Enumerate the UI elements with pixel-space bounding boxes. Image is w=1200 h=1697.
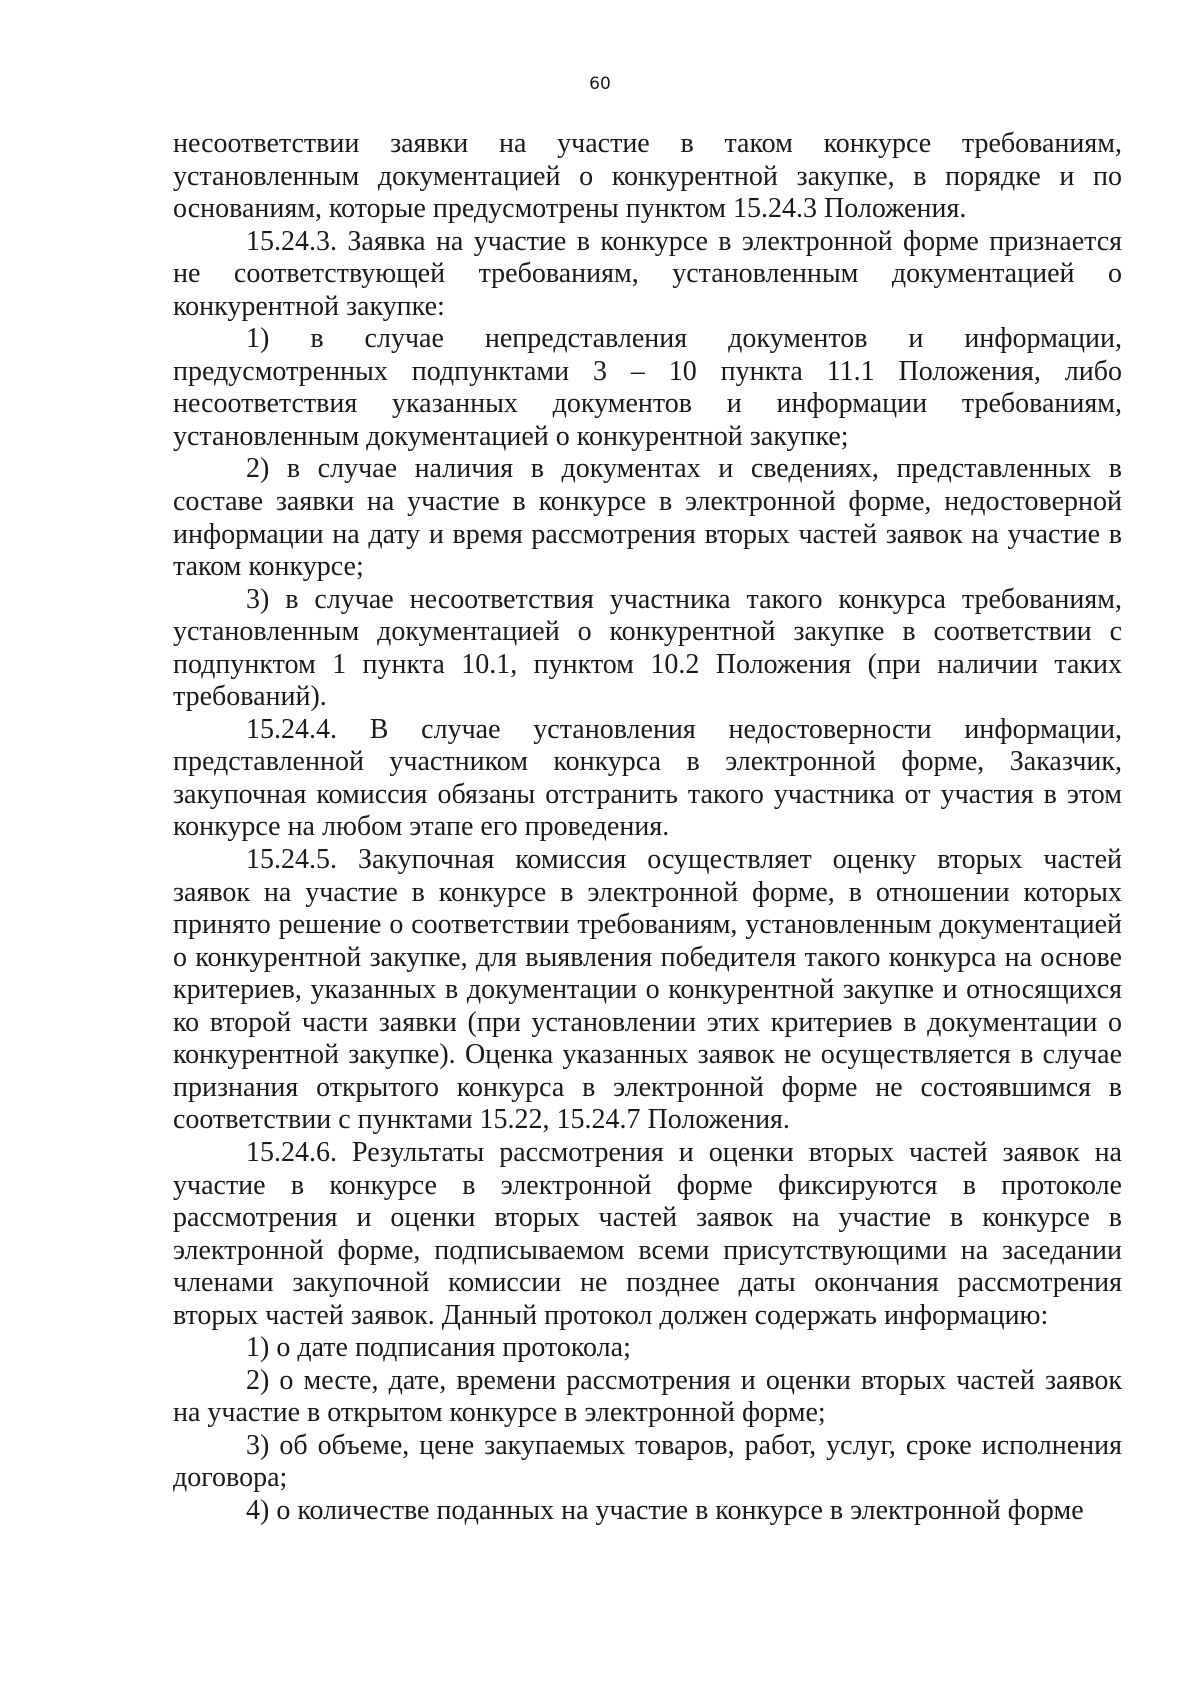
protocol-item-3: 3) об объеме, цене закупаемых товаров, работ, услуг, сроке исполнения договора; xyxy=(173,1429,1122,1494)
list-item-3: 3) в случае несоответствия участника такого конкурса требованиям, установленным документацией о конкурентной закупке в соответствии с подпунктом 1 пункта 10.1, пунктом 10.2 Положения (при наличии таких требований). xyxy=(173,583,1122,713)
page-number: 60 xyxy=(589,74,611,94)
paragraph-15-24-5: 15.24.5. Закупочная комиссия осуществляет оценку вторых частей заявок на участие в конкурсе в электронной форме, в отношении которых принято решение о соответствии требованиям, установленным документацией о конкурентной закупке, для выявления победителя такого конкурса на основе критериев, указанных в документации о конкурентной закупке и относящихся ко второй части заявки (при установлении этих критериев в документации о конкурентной закупке). Оценка указанных заявок не осуществляется в случае признания открытого конкурса в электронной форме не состоявшимся в соответствии с пунктами 15.22, 15.24.7 Положения. xyxy=(173,844,1122,1136)
protocol-item-2: 2) о месте, дате, времени рассмотрения и оценки вторых частей заявок на участие в открытом конкурсе в электронной форме; xyxy=(173,1364,1122,1429)
protocol-item-4: 4) о количестве поданных на участие в конкурсе в электронной форме xyxy=(246,1494,1084,1526)
paragraph-15-24-3: 15.24.3. Заявка на участие в конкурсе в электронной форме признается не соответствующей требованиям, установленным документацией о конкурентной закупке: xyxy=(173,225,1122,322)
protocol-item-1: 1) о дате подписания протокола; xyxy=(246,1332,631,1364)
list-item-2: 2) в случае наличия в документах и сведениях, представленных в составе заявки на участие в конкурсе в электронной форме, недостоверной информации на дату и время рассмотрения вторых частей заявок на участие в таком конкурсе; xyxy=(173,453,1122,583)
paragraph-continuation: несоответствии заявки на участие в таком конкурсе требованиям, установленным документацией о конкурентной закупке, в порядке и по основаниям, которые предусмотрены пунктом 15.24.3 Положения. xyxy=(173,128,1122,225)
list-item-1: 1) в случае непредставления документов и информации, предусмотренных подпунктами 3 – 10 пункта 11.1 Положения, либо несоответствия указанных документов и информации требованиям, установленным документацией о конкурентной закупке; xyxy=(173,323,1122,452)
paragraph-15-24-6: 15.24.6. Результаты рассмотрения и оценки вторых частей заявок на участие в конкурсе в электронной форме фиксируются в протоколе рассмотрения и оценки вторых частей заявок на участие в конкурсе в электронной форме, подписываемом всеми присутствующими на заседании членами закупочной комиссии не позднее даты окончания рассмотрения вторых частей заявок. Данный протокол должен содержать информацию: xyxy=(173,1136,1122,1331)
paragraph-15-24-4: 15.24.4. В случае установления недостоверности информации, представленной участником конкурса в электронной форме, Заказчик, закупочная комиссия обязаны отстранить такого участника от участия в этом конкурсе на любом этапе его проведения. xyxy=(173,713,1122,843)
document-body xyxy=(173,128,1122,1528)
